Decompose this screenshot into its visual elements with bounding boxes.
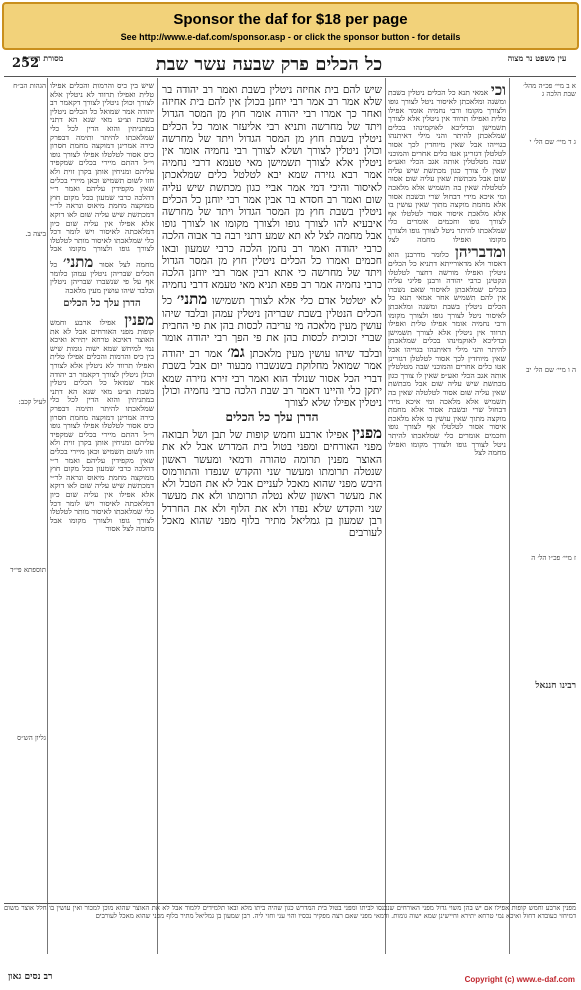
rashi-lead-word: וכי [490,82,506,99]
banner-subtitle[interactable]: See http://www.e-daf.com/sponsor.asp - or click the sponsor button - for details [120,32,461,42]
sponsor-banner[interactable] [2,2,579,50]
tosafot-mefanin-label: מפנין [124,310,154,329]
rashi-text-2: כלומר מדרבנן הוא דאסור ולא מדאורייתא דתניא כל הכלים ניטלין ואפילו מורשה דחצר לטלטלו ונקטינן כרבי יהודה ורבנן פליגי עליה בכלים שמלאכתן לאיסור שאם נשברו אין להם תשמיש אחר [388,250,506,303]
masoret-note: לעיל קכב: [18,398,46,406]
rav-nissim-gaon-label: רב נסים גאון [8,972,53,982]
ein-mishpat-note: א ב מיי׳ פכ״ה מהל׳ שבת הלכה ג [523,82,576,98]
mefanin-mishna: אפילו ארבע וחמש קופות של תבן ושל תבואה מפני האורחים ומפני בטול בית המדרש אבל לא את האוצר מפנין תרומה טהורה ודמאי ומעשר ראשון שנטלה תרומתו ומעשר שני והקדש שנפדו והתורמוס היבש מפני שהוא מאכל לעניים אבל לא את הטבל ולא את מעשר ראשון שלא נטלה תרומתו ולא את מעשר שני והקדש שלא נפדו ולא את הלוף ולא את החרדל רבן שמעון בן גמליאל מתיר בלוף מפני שהוא מאכל לעורבים [162,429,382,539]
rashi-text-repeat: אמאי תנא כל הכלים ניטלין בשבת ומשנה ומלאכתן לאיסור ניטל לצורך גופו ולצורך מקומו ורבי נחמיה אומר אפילו טלית ואפילו תרווד אין ניטלין אלא לצורך תשמישן ובדליכא לאוקמינהו בכלים שמלאכתן להיתר והני מילי דאיתנהו בגוייהו אבל שאין מיוחדין לכך אסור לטלטלן דגזרינן אטו כלים אחרים והמוכני שבה מטלטלין אותה אגב הכלי ואע״פ שאין לו צורך כגון מכתשת שיש עליה שום אבל מכתשת שאין עליה שום אסור לטלטלה שאין בה תשמיש אלא מלאכה ומי איכא מידי דבחול שרי ובשבת אסור אלא מחמת מוקצה מתוך שאין עושין בו אלא מלאכת איסור אסור לטלטלו אף לצורך גופו וחכמים אומרים כלי שמלאכתו להיתר ניטל לצורך גופו ולצורך מקומו ואפילו מחמה לצל [388,293,506,458]
tosafot-mefanin-text: אפילו ארבע וחמש קופות מפני האורחים אבל לא את האוצר דאיכא טרחא יתירא ואיכא נמי למיחש שמא ישוה גומות [50,317,154,353]
banner-title: Sponsor the daf for $18 per page [173,11,408,28]
ein-mishpat-note: ג ד מיי׳ שם הל׳ י [529,138,576,146]
tosafot-text-repeat: שיש בין כיס והרמות והכלים אפילו טלית ואפילו תרווד לא ניטלין אלא לצורך וכולן ניטלין לצורך דקאמר רב יהודה אמר שמואל כל הכלים ניטלין בשבת וצ״ע מאי שנא הא דתני במתניתין והוא הדין לכל כלי שמלאכתו להיתר ותימה דבפרק כירה אמרינן דמוקצה מחמת חסרון כיס אסור לטלטלו אפילו לצורך גופו וי״ל דהתם מיירי בכלים שמקפיד עליהם ומניחין אותן בקרן זוית ולא חזו לשום תשמיש וכאן מיירי בכלים שאין מקפידין עליהם ואמר ר״י דהלכה כרבי שמעון בכל מקום חוץ ממוקצה מחמת מיאוס ונראה לר״י דמכתשת שיש עליה שום לאו דוקא אלא אפילו אין עליה שום כיון דמלאכתה לאיסור ויש לומר דכל כלי שמלאכתו לאיסור מותר לטלטלו לצורך גופו ולצורך מקומו אבל מחמה לצל אסור [50,343,154,534]
mishna-label: מתני׳ [176,290,208,309]
masoret-note: ביצה ב. [25,230,46,238]
masoret-header: מסורת הש״ס [22,53,64,63]
footnote-block: מפנין ארבע וחמש קופות אפילו אם יש בהן משוי גדול מפני האורחים שנכנסו לביתו ומפני בטול בית המדרש כגון שהיה ביתו מלא ובאו תלמידים ללמוד אבל לא את האוצר שהוא מוכן למכור ואין עושין בו חלל אוצר משום דמיחזי כעובדא דחול ואיכא נמי טרחא יתירא וחיישינן שמא ישוה גומות. ודמאי מפני שאם רצה מפקיר נכסיו והוי עני וחזי ליה. רבן שמעון בן גמליאל מתיר בלוף מפני שהוא מאכל לעורבים [4,905,576,920]
column-divider [385,78,386,954]
rashi-lead-word-2: ומדבריהן [455,243,506,262]
rashi-column [388,82,506,952]
masoret-note: תוספתא פי״ד [10,566,46,574]
tosafot-mishna-text: כל הכלים שבריהן ניטלין עמהן כלומר אף על פי שנשברו שבריהן ניטלין ובלבד שיהו עושין מעין מלאכה [50,259,154,296]
column-divider [509,78,510,954]
footnote-divider [4,903,576,904]
tosafot-hadran-heading: הדרן עלך כל הכלים [63,297,141,309]
gemara-text: שיש להם בית אחיזה ניטלין בשבת ואמר רב יהודה בר שלא אמר רב אמר רבי יוחנן בכולן אין להם בית אחיזה ואחר כך אמרו רבי יהודה אומר חוץ מן המסר הגדול ויתד של מחרשה ותניא רבי אליעזר אומר כל הכלים ניטלין בשבת חוץ מן המסר הגדול ויתד של מחרשה וכולן ניטלין לצורך ושלא לצורך רבי נחמיה אומר אין ניטלין אלא לצורך תשמישן מאי טעמא דרבי נחמיה אמר רבא גזירה שמא יבא לטלטל כלים שמלאכתן לאיסור והיכי דמי אמר אביי כגון מכתשת שיש עליה שום ואמר רב חסדא בר אבין אמר רבי יוחנן כל הכלים ניטלין בשבת חוץ מן המסר הגדול ויתד של מחרשה איבעיא להו לצורך גופו ולצורך מקומו או לצורך גופו אבל מחמה לצל לא תא שמע דתני רבה בר אבוה הלכה כרבי יהודה ואמר רב נחמן הלכה כרבי שמעון ובאו חכמים ואמרו כל הכלים ניטלין חוץ מן המסר הגדול ויתד של מחרשה כי אתא רבין אמר רבי יוחנן הלכה כרבי נחמיה אמר רב פפא תניא מאי טעמא דרבי נחמיה לא יטלטל אדם כלי אלא לצורך תשמישו [162,84,382,308]
column-divider [47,78,48,954]
header-divider [4,76,576,77]
gemara-continuation: אמר רב יהודה אמר שמואל מחלוקת בשנשברו מבעוד יום אבל בשבת דברי הכל אסור שנולד הוא ואמר רבי זירא גזירה שמא יתקן כלי והיינו דאמר רב שבת הלכה כרבי נחמיה וכולן ניטלין אפילו שלא לצורך [162,348,382,410]
rabbenu-chananel-label: רבינו חננאל [535,681,576,691]
copyright-link[interactable]: Copyright (c) www.e-daf.com [464,975,575,984]
talmud-page [4,54,576,969]
ein-mishpat-note: ה ו מיי׳ שם הל׳ יב [526,366,576,374]
column-divider [157,78,158,954]
page-number: 252 [12,56,40,71]
tosafot-text: שיש בין כיס והרמות והכלים אפילו טלית ואפילו תרווד לא ניטלין אלא לצורך וכולן ניטלין לצורך דקאמר רב יהודה אמר שמואל כל הכלים ניטלין בשבת וצ״ע מאי שנא הא דתני במתניתין והוא הדין לכל כלי שמלאכתו להיתר ותימה דבפרק כירה אמרינן דמוקצה מחמת חסרון כיס אסור לטלטלו אפילו לצורך גופו וי״ל דהתם מיירי בכלים שמקפיד עליהם ומניחין אותן בקרן זוית ולא חזו לשום תשמיש וכאן מיירי בכלים שאין מקפידין עליהם ואמר ר״י דהלכה כרבי שמעון בכל מקום חוץ ממוקצה מחמת מיאוס ונראה לר״י דמכתשת שיש עליה שום לאו דוקא אלא אפילו אין עליה שום כיון דמלאכתה לאיסור ויש לומר דכל כלי שמלאכתו לאיסור מותר לטלטלו לצורך גופו ולצורך מקומו אבל מחמה לצל אסור [50,82,154,269]
ein-mishpat-note: ז מיי׳ פכ״ו הל׳ ה [531,554,576,562]
tosafot-column [50,82,154,952]
mishna-text: כל הכלים הנטלין בשבת שבריהן ניטלין עמהן ובלבד שיהו עושין מעין מלאכה מי עריבה לכסות בהן את פי החבית שברי זכוכית לכסות בהן את פי הפך רבי יהודה אומר ובלבד שיהו עושין מעין מלאכתן [162,295,382,361]
page-title: כל הכלים פרק שבעה עשר שבת [155,54,383,75]
gemara-column [162,84,382,804]
masoret-column [4,82,46,942]
masoret-note: הגהות הב״ח [13,82,46,90]
ein-mishpat-header: עין משפט נר מצוה [507,53,567,63]
rashi-text: אמאי תנא כל הכלים ניטלין בשבת ומשנה ומלאכתן לאיסור ניטל לצורך גופו ולצורך מקומו ורבי נחמיה אומר אפילו טלית ואפילו תרווד אין ניטלין אלא לצורך תשמישן ובדליכא לאוקמינהו בכלים שמלאכתן להיתר והני מילי דאיתנהו בגוייהו אבל שאין מיוחדין לכך אסור לטלטלן דגזרינן אטו כלים אחרים והמוכני שבה מטלטלין אותה אגב הכלי ואע״פ שאין לו צורך כגון מכתשת שיש עליה שום אבל מכתשת שאין עליה שום אסור לטלטלה שאין בה תשמיש אלא מלאכה ומי איכא מידי דבחול שרי ובשבת אסור אלא מחמת מוקצה מתוך שאין עושין בו אלא מלאכת איסור אסור לטלטלו אף לצורך גופו וחכמים אומרים כלי שמלאכתו להיתר ניטל לצורך גופו ולצורך מקומו ואפילו מחמה לצל [388,88,506,244]
hadran-heading: הדרן עלך כל הכלים [225,410,319,425]
masoret-note: גליון הש״ס [17,734,46,742]
ein-mishpat-column [512,82,576,942]
tosafot-mishna-label: מתני׳ [63,252,94,271]
gemara-label: גמ׳ [227,343,245,362]
mefanin-lead-word: מפנין [352,424,382,443]
